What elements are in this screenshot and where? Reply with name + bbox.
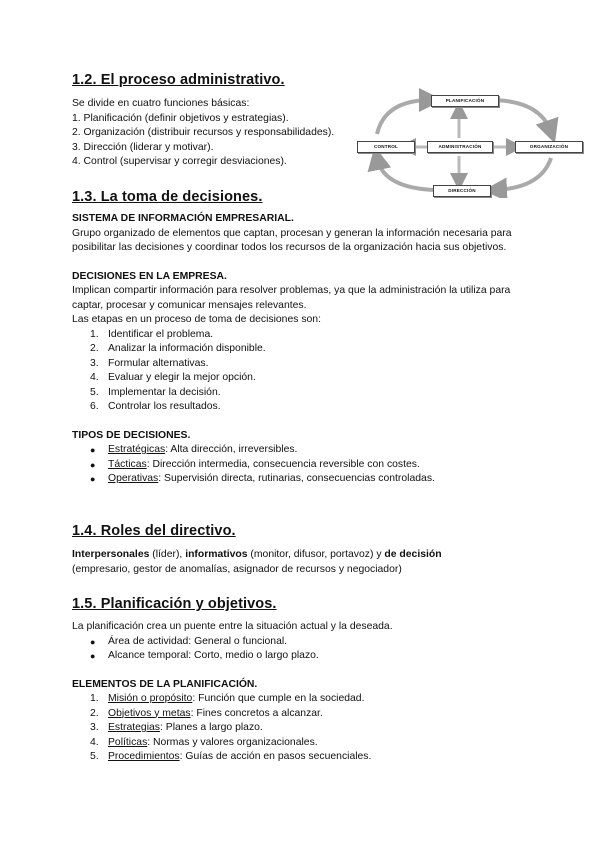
list-item: 2. Analizar la información disponible. [90, 343, 266, 354]
proceso-intro: Se divide en cuatro funciones básicas: [72, 98, 250, 109]
proceso-item-2: 2. Organización (distribuir recursos y responsabilidades). [72, 127, 335, 138]
proceso-administrativo-block [72, 97, 362, 170]
heading-toma-decisiones: 1.3. La toma de decisiones. [72, 189, 263, 205]
list-item: ● Estratégicas: Alta dirección, irreversibles. [90, 444, 298, 455]
diagram-box-control: CONTROL [357, 141, 415, 153]
list-item: 4. Evaluar y elegir la mejor opción. [90, 372, 256, 383]
arrow-org-to-dir [495, 158, 551, 190]
arrow-plan-to-org [490, 100, 551, 132]
proceso-item-3: 3. Dirección (liderar y motivar). [72, 141, 214, 153]
proceso-item-4: 4. Control (supervisar y corregir desviaciones). [72, 156, 287, 167]
list-item: 5. Implementar la decisión. [90, 386, 221, 398]
roles-line-1: Interpersonales (líder), informativos (monitor, difusor, portavoz) y de decisión [72, 549, 442, 560]
elementos-list [72, 692, 532, 765]
sie-text: Grupo organizado de elementos que captan, procesan y generan la información necesaria para posibilitar las decisiones y coordinar todos los recursos de la organización hacia sus objetivos. [72, 227, 512, 253]
list-item: 3. Estrategias: Planes a largo plazo. [90, 722, 263, 733]
elementos-heading: ELEMENTOS DE LA PLANIFICACIÓN. [72, 678, 258, 690]
heading-proceso-administrativo: 1.2. El proceso administrativo. [72, 72, 285, 88]
list-item: 6. Controlar los resultados. [90, 401, 221, 412]
list-item: ● Operativas: Supervisión directa, rutinarias, consecuencias controladas. [90, 473, 435, 484]
diagram-box-planificacion: PLANIFICACIÓN [431, 95, 499, 107]
administrative-cycle-diagram [355, 86, 583, 198]
list-item: 1. Misión o propósito: Función que cumple en la sociedad. [90, 693, 365, 704]
list-item: ● Alcance temporal: Corto, medio o largo plazo. [90, 650, 319, 661]
list-item: 5. Procedimientos: Guías de acción en pasos secuenciales. [90, 751, 372, 762]
planificacion-intro: La planificación crea un puente entre la situación actual y la deseada. [72, 621, 393, 632]
etapas-intro: Las etapas en un proceso de toma de decisiones son: [72, 314, 321, 325]
list-item: ● Tácticas: Dirección intermedia, consecuencia reversible con costes. [90, 458, 420, 470]
diagram-box-administracion: ADMINISTRACIÓN [427, 141, 493, 153]
list-item: ● Área de actividad: General o funcional. [90, 635, 288, 647]
list-item: 3. Formular alternativas. [90, 357, 209, 369]
list-item: 1. Identificar el problema. [90, 328, 214, 340]
toma-decisiones-block [72, 212, 532, 487]
proceso-item-1: 1. Planificación (definir objetivos y estrategias). [72, 112, 289, 124]
list-item: 4. Políticas: Normas y valores organizacionales. [90, 736, 318, 748]
etapas-list [72, 328, 532, 415]
heading-planificacion-objetivos: 1.5. Planificación y objetivos. [72, 596, 277, 612]
decisiones-text: Implican compartir información para resolver problemas, ya que la administración la utiliza para captar, procesar y comunicar mensajes relevantes. [72, 285, 511, 311]
planificacion-bullets [72, 635, 532, 664]
arrow-ctrl-to-plan [377, 100, 431, 134]
decisiones-heading: DECISIONES EN LA EMPRESA. [72, 270, 227, 282]
heading-roles-directivo: 1.4. Roles del directivo. [72, 523, 236, 539]
tipos-list [72, 443, 532, 487]
roles-line-2: (empresario, gestor de anomalías, asignador de recursos y negociador) [72, 563, 402, 575]
diagram-box-direccion: DIRECCIÓN [433, 185, 491, 197]
list-item: 2. Objetivos y metas: Fines concretos a alcanzar. [90, 707, 323, 719]
sie-heading: SISTEMA DE INFORMACIÓN EMPRESARIAL. [72, 213, 294, 224]
roles-block [72, 548, 532, 577]
diagram-box-organizacion: ORGANIZACIÓN [515, 141, 583, 153]
arrow-dir-to-ctrl [377, 158, 435, 190]
planificacion-block [72, 620, 532, 765]
tipos-heading: TIPOS DE DECISIONES. [72, 429, 191, 441]
